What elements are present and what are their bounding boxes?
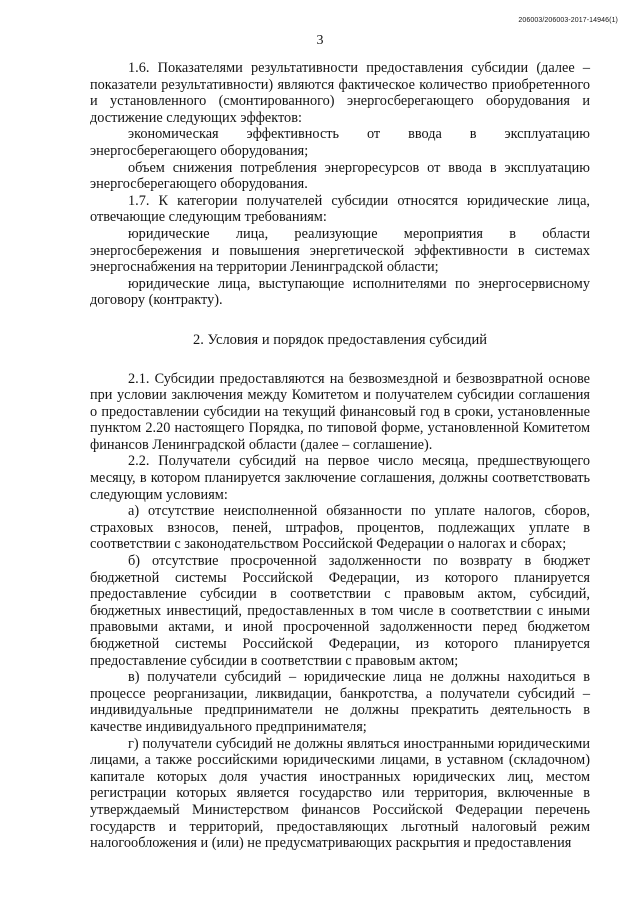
paragraph-1-7: 1.7. К категории получателей субсидии относятся юридические лица, отвечающие следующим требованиям:: [90, 192, 590, 226]
paragraph-2-1: 2.1. Субсидии предоставляются на безвозмездной и безвозвратной основе при условии заключения между Комитетом и получателем субсидии соглашения о предоставлении субсидии на текущий финансовый год в сроки, установленные пунктом 2.20 настоящего Порядка, по типовой форме, установленной Комитетом финансов Ленинградской области (далее – соглашение).: [90, 370, 590, 453]
paragraph-1-6: 1.6. Показателями результативности предоставления субсидии (далее – показатели результативности) являются фактическое количество приобретенного и установленного (смонтированного) энергосберегающего оборудования и достижение следующих эффектов:: [90, 60, 590, 126]
page-number: 3: [316, 33, 324, 48]
paragraph-1-6-effect-reduction: объем снижения потребления энергоресурсов от ввода в эксплуатацию энергосберегающего оборудования.: [90, 159, 590, 193]
document-id: 206003/206003-2017-14946(1): [518, 17, 618, 24]
paragraph-2-2-b: б) отсутствие просроченной задолженности по возврату в бюджет бюджетной системы Российской Федерации, из которого планируется предоставление субсидии в соответствии с правовым актом, субсидий, бюджетных инвестиций, предоставленных в том числе в соответствии с иными правовыми актами, и иной просроченной задолженности перед бюджетом бюджетной системы Российской Федерации, из которого планируется предоставление субсидии в соответствии с правовым актом;: [90, 553, 590, 669]
paragraph-2-2-g: г) получатели субсидий не должны являться иностранными юридическими лицами, а также российскими юридическими лицами, в уставном (складочном) капитале которых доля участия иностранных юридических лиц, местом регистрации которых является государство или территория, включенные в утверждаемый Министерством финансов Российской Федерации перечень государств и территорий, предоставляющих льготный налоговый режим налогообложения и (или) не предусматривающих раскрытия и предоставления: [90, 735, 590, 852]
paragraph-1-6-effect-economic: экономическая эффективность от ввода в эксплуатацию энергосберегающего оборудования;: [90, 126, 590, 159]
document-body: [90, 60, 590, 852]
paragraph-1-7-item-1: юридические лица, реализующие мероприятия в области энергосбережения и повышения энергетической эффективности в системах энергоснабжения на территории Ленинградской области;: [90, 225, 590, 276]
paragraph-1-7-item-2: юридические лица, выступающие исполнителями по энергосервисному договору (контракту).: [90, 275, 590, 309]
paragraph-2-2-a: а) отсутствие неисполненной обязанности по уплате налогов, сборов, страховых взносов, пеней, штрафов, процентов, подлежащих уплате в соответствии с законодательством Российской Федерации о налогах и сборах;: [90, 503, 590, 553]
paragraph-2-2: 2.2. Получатели субсидий на первое число месяца, предшествующего месяцу, в котором планируется заключение соглашения, должны соответствовать следующим условиям:: [90, 453, 590, 503]
paragraph-2-2-v: в) получатели субсидий – юридические лица не должны находиться в процессе реорганизации, ликвидации, банкротства, а получатели субсидий – индивидуальные предприниматели не должны прекратить деятельность в качестве индивидуального предпринимателя;: [90, 669, 590, 735]
section-2-title: 2. Условия и порядок предоставления субсидий: [192, 331, 487, 348]
